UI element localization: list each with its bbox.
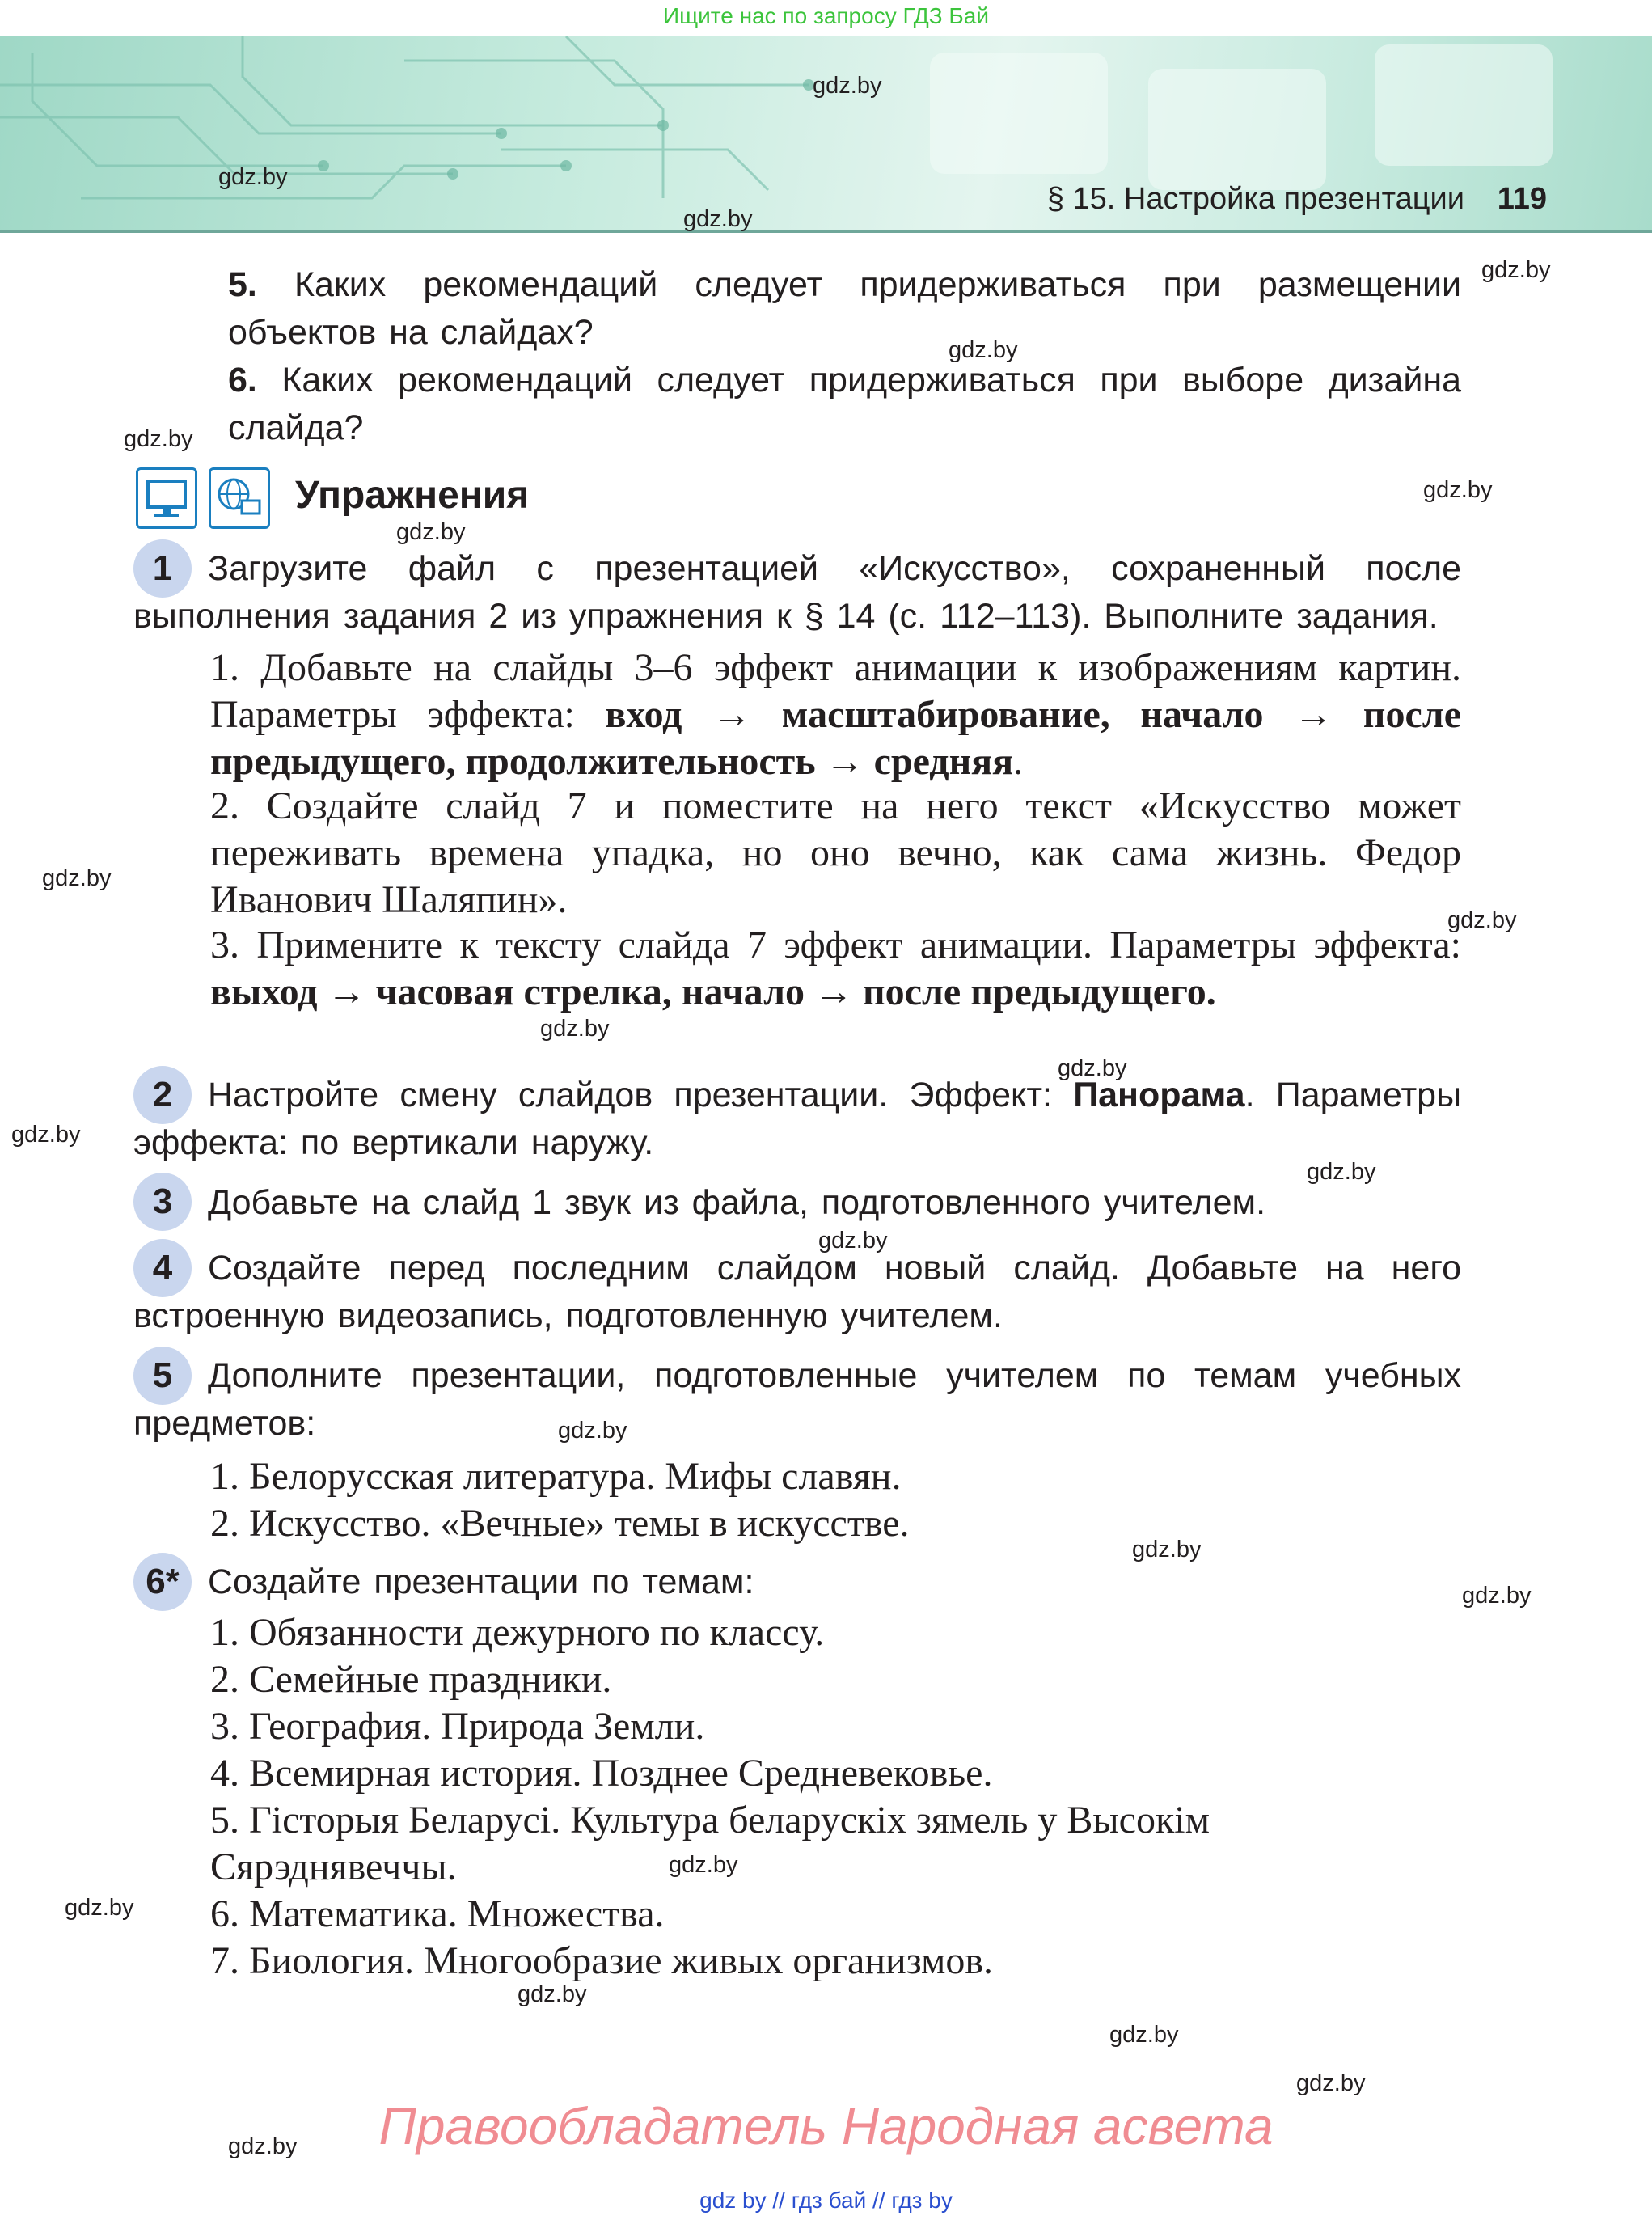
task-text: Загрузите файл с презентацией «Искусство», сохраненный после выполнения задания 2 из упражнения к § 14 (с. 112–113). Выполните задания. — [133, 549, 1461, 636]
list-item: 7. Биология. Многообразие живых организмов. — [210, 1939, 994, 1982]
task-text: Добавьте на слайд 1 звук из файла, подготовленного учителем. — [208, 1183, 1266, 1222]
watermark: gdz.by — [1296, 2070, 1366, 2096]
list-item: 2. Искусство. «Вечные» темы в искусстве. — [210, 1502, 910, 1545]
task-effect-name: Панорама — [1073, 1076, 1245, 1114]
task-1-subitem-3 — [210, 922, 1461, 1016]
watermark: gdz.by — [1481, 257, 1551, 283]
copyright-owner: Правообладатель Народная асвета — [378, 2097, 1274, 2155]
question-6 — [228, 357, 1461, 452]
task-6-list — [210, 1609, 1461, 1985]
list-item: 3. География. Природа Земли. — [210, 1705, 705, 1748]
running-header-section: § 15. Настройка презентации — [1046, 182, 1464, 216]
question-5 — [228, 261, 1461, 357]
list-item: 1. Обязанности дежурного по классу. — [210, 1611, 825, 1654]
list-item: Сярэднявеччы. — [210, 1846, 457, 1888]
watermark: gdz.by — [818, 1228, 888, 1254]
watermark: gdz.by — [1132, 1537, 1202, 1562]
list-item: 4. Всемирная история. Позднее Средневековье. — [210, 1752, 993, 1795]
watermark: gdz.by — [11, 1122, 81, 1148]
list-item: 1. Белорусская литература. Мифы славян. — [210, 1455, 902, 1498]
watermark: gdz.by — [396, 519, 466, 545]
list-item: 5. Гісторыя Беларусі. Культура беларускіх зямель у Высокім — [210, 1799, 1210, 1841]
task-text: Создайте презентации по темам: — [208, 1562, 754, 1601]
watermark: gdz.by — [540, 1016, 610, 1042]
subitem-text: 1. Добавьте на слайды 3–6 эффект анимации к изображениям картин. Параметры эффекта: — [210, 646, 1461, 736]
task-badge-1: 1 — [133, 539, 192, 598]
question-text: Каких рекомендаций следует придерживаться при размещении объектов на слайдах? — [228, 265, 1461, 352]
computer-icon — [136, 467, 197, 529]
subitem-params: выход → часовая стрелка, начало → после предыдущего. — [210, 970, 1216, 1013]
task-badge-2: 2 — [133, 1066, 192, 1124]
task-1-subitem-2: 2. Создайте слайд 7 и поместите на него текст «Искусство может переживать времена упадка, но оно вечно, как сама жизнь. Федор Иванович Шаляпин». — [210, 784, 1461, 921]
task-1-text — [133, 545, 1461, 641]
watermark: gdz.by — [124, 426, 193, 452]
watermark: gdz.by — [42, 865, 112, 891]
task-text: Дополните презентации, подготовленные учителем по темам учебных предметов: — [133, 1356, 1461, 1443]
watermark: gdz.by — [218, 164, 288, 190]
watermark: gdz.by — [949, 337, 1018, 363]
task-2-text — [133, 1072, 1461, 1167]
task-3-text — [133, 1179, 1461, 1227]
task-1-subitem-1 — [210, 645, 1461, 785]
list-item: 2. Семейные праздники. — [210, 1658, 612, 1701]
watermark: gdz.by — [669, 1852, 738, 1878]
watermark: gdz.by — [65, 1895, 134, 1921]
question-number: 6. — [228, 361, 257, 400]
watermark: gdz.by — [1447, 907, 1517, 933]
task-6-text — [133, 1558, 1461, 1606]
watermark: gdz.by — [1109, 2022, 1179, 2048]
watermark: gdz.by — [558, 1418, 627, 1444]
subitem-end: . — [1013, 740, 1024, 783]
question-text: Каких рекомендаций следует придерживаться при выборе дизайна слайда? — [228, 361, 1461, 447]
task-badge-4: 4 — [133, 1239, 192, 1297]
watermark: gdz.by — [1462, 1583, 1532, 1609]
watermark: gdz.by — [813, 73, 882, 99]
question-number: 5. — [228, 265, 257, 304]
task-text: Создайте перед последним слайдом новый слайд. Добавьте на него встроенную видеозапись, подготовленную учителем. — [133, 1249, 1461, 1335]
task-5-text — [133, 1352, 1461, 1448]
list-item: 6. Математика. Множества. — [210, 1892, 665, 1935]
watermark: gdz.by — [1307, 1159, 1376, 1185]
task-badge-6: 6* — [133, 1553, 192, 1611]
watermark: gdz.by — [683, 206, 753, 232]
task-4-text — [133, 1245, 1461, 1340]
watermark: gdz.by — [1058, 1055, 1127, 1081]
watermark: gdz.by — [1423, 477, 1493, 503]
task-badge-3: 3 — [133, 1173, 192, 1231]
globe-network-icon — [209, 467, 270, 529]
task-text: Настройте смену слайдов презентации. Эффект: — [208, 1076, 1074, 1114]
footer-links: gdz by // гдз бай // гдз by — [699, 2188, 953, 2213]
watermark: gdz.by — [518, 1981, 587, 2007]
top-notice: Ищите нас по запросу ГДЗ Бай — [662, 3, 990, 28]
task-badge-5: 5 — [133, 1347, 192, 1405]
subitem-text: 3. Примените к тексту слайда 7 эффект анимации. Параметры эффекта: — [210, 924, 1461, 966]
task-text-end: . Параметры эффекта: по вертикали наружу. — [133, 1076, 1461, 1162]
watermark: gdz.by — [228, 2133, 298, 2159]
subitem-params: вход → масштабирование, начало → после предыдущего, продолжительность → средняя — [210, 693, 1462, 783]
page-number: 119 — [1497, 182, 1547, 216]
exercises-heading: Упражнения — [295, 474, 530, 517]
task-5-list — [210, 1453, 1461, 1547]
